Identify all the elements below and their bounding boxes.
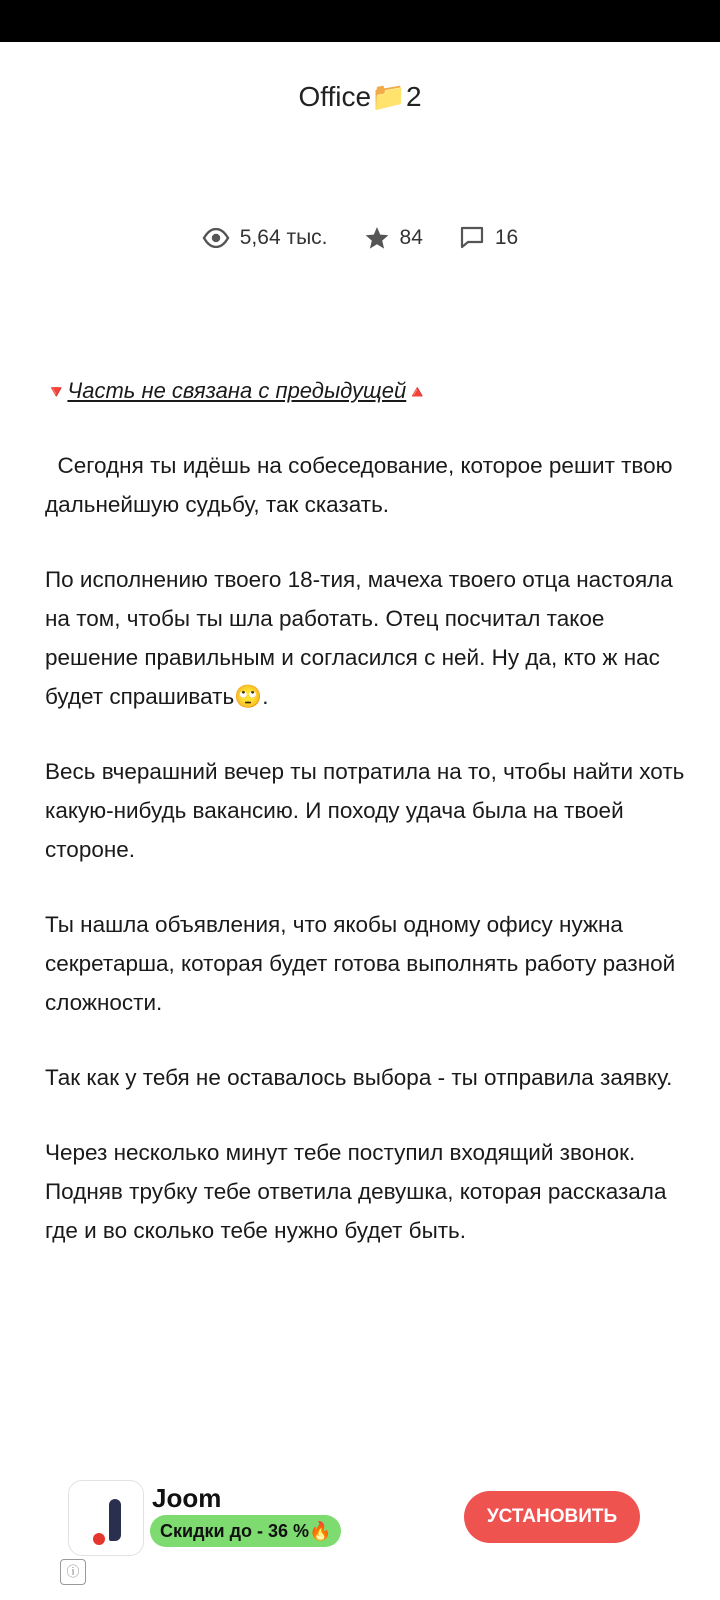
star-icon [364, 226, 390, 250]
comment-icon [459, 226, 485, 250]
chapter-title: Office📁2 [298, 81, 422, 112]
views-count: 5,64 тыс. [239, 226, 328, 249]
comments-stat[interactable] [459, 226, 518, 250]
chapter-content [45, 372, 691, 1286]
down-triangle-icon: 🔻 [45, 382, 68, 402]
eye-icon [202, 228, 230, 248]
ad-app-name[interactable]: Joom [152, 1483, 222, 1513]
views-stat [202, 226, 328, 250]
stars-stat[interactable] [364, 226, 423, 250]
ad-banner[interactable] [0, 1475, 720, 1600]
subtitle-text: Часть не связана с предыдущей [67, 378, 407, 403]
story-paragraph: Сегодня ты идёшь на собеседование, которое решит твою дальнейшую судьбу, так сказать. [45, 453, 679, 517]
ad-info-icon[interactable]: ⓘ [60, 1559, 86, 1585]
ad-promo-badge: Скидки до - 36 %🔥 [150, 1515, 341, 1547]
story-paragraph: Так как у тебя не оставалось выбора - ты отправила заявку. [45, 1065, 673, 1090]
comments-count: 16 [494, 226, 519, 249]
story-paragraph: Ты нашла объявления, что якобы одному офису нужна секретарша, которая будет готова выполнять работу разной сложности. [45, 912, 682, 1015]
install-button[interactable]: УСТАНОВИТЬ [464, 1491, 640, 1543]
story-paragraph: Весь вчерашний вечер ты потратила на то, чтобы найти хоть какую-нибудь вакансию. И походу удача была на твоей стороне. [45, 759, 691, 862]
chapter-stats [0, 226, 720, 250]
story-paragraph: Через несколько минут тебе поступил входящий звонок. Подняв трубку тебе ответила девушка, которая рассказала где и во сколько тебе нужно будет быть. [45, 1140, 673, 1243]
chapter-subtitle [45, 372, 685, 410]
story-paragraph: По исполнению твоего 18-тия, мачеха твоего отца настояла на том, чтобы ты шла работать. Отец посчитал такое решение правильным и согласился с ней. Ну да, кто ж нас будет спрашивать🙄. [45, 567, 680, 709]
joom-logo-icon[interactable] [68, 1480, 144, 1556]
status-bar [0, 0, 720, 42]
up-triangle-icon: 🔺 [406, 382, 429, 402]
logo-dot [93, 1533, 105, 1545]
logo-bar [109, 1499, 121, 1541]
stars-count: 84 [399, 226, 423, 249]
